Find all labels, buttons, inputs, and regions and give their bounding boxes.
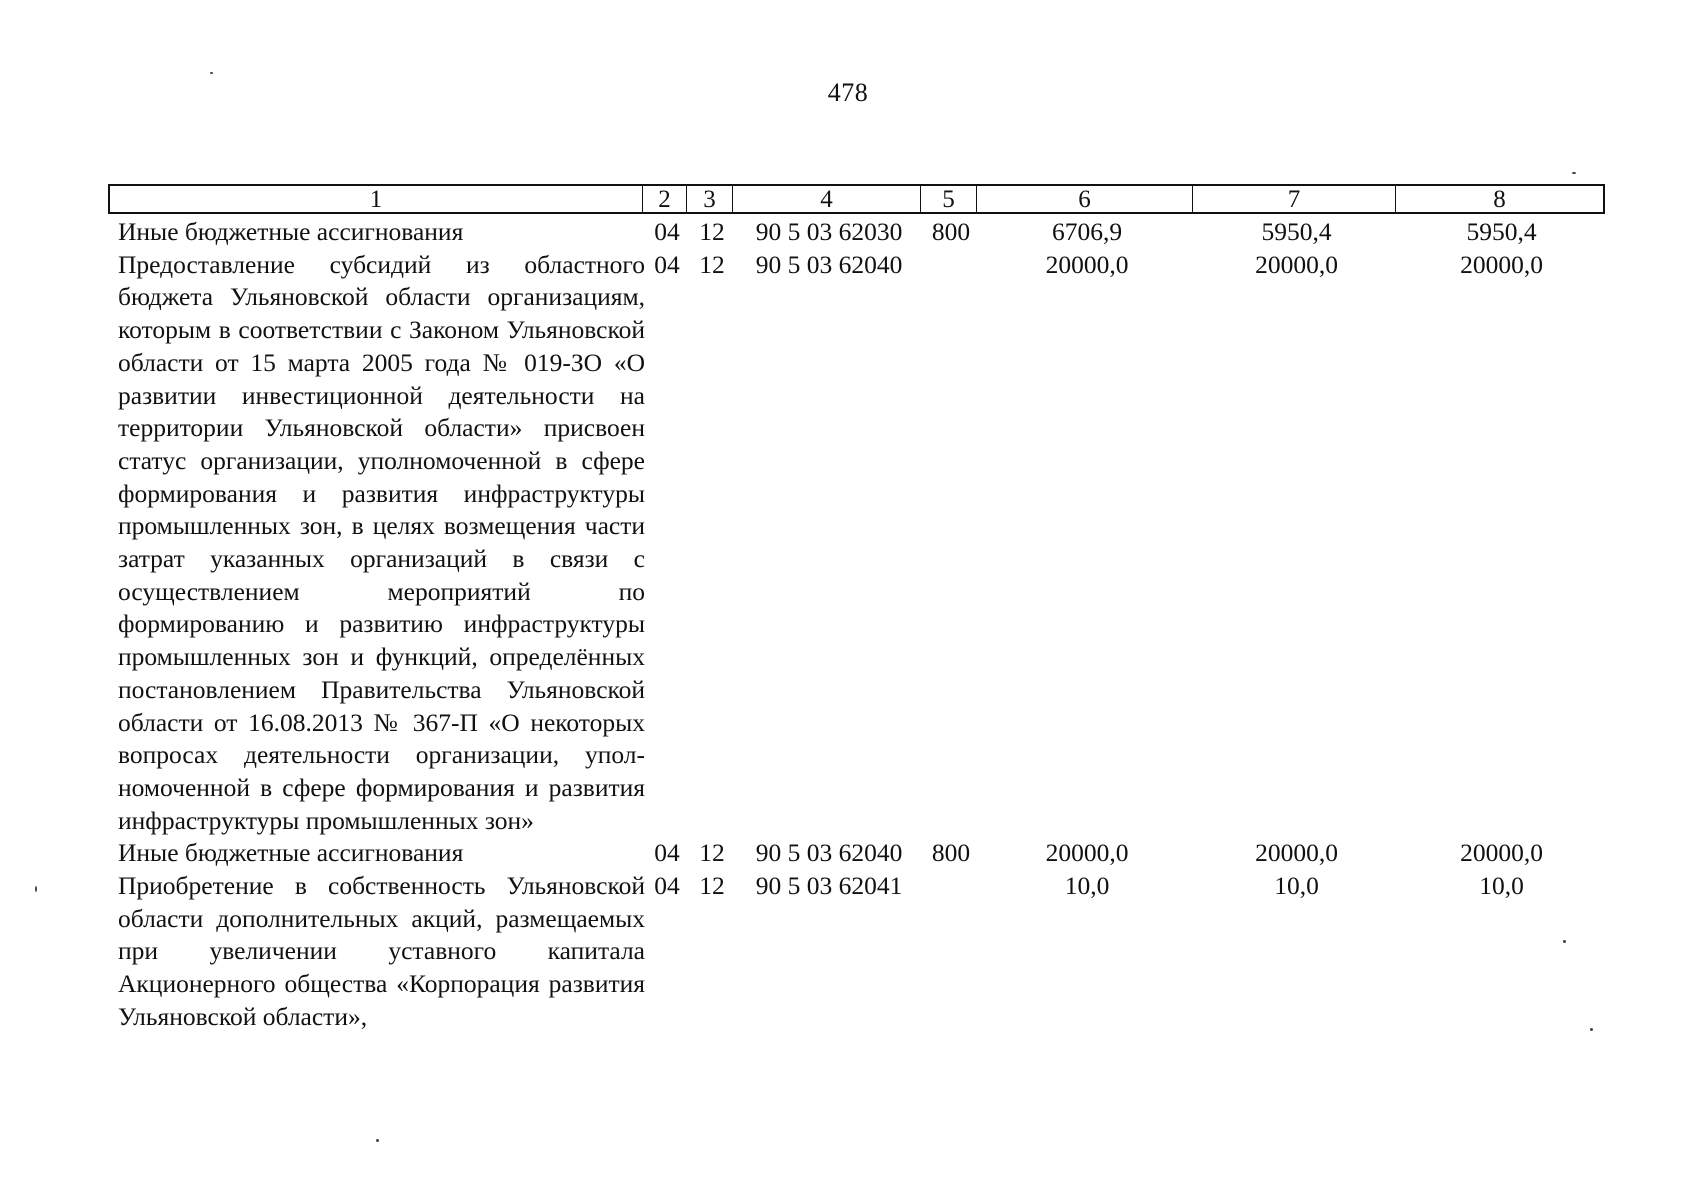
column-header-1: 1 bbox=[110, 186, 643, 212]
scan-speck bbox=[1563, 940, 1566, 943]
row-amount-col8: 20000,0 bbox=[1460, 249, 1543, 279]
page-number: 478 bbox=[827, 78, 869, 107]
table-row bbox=[108, 249, 1605, 838]
row-amount-col6: 20000,0 bbox=[1045, 249, 1129, 279]
row-section: 04 bbox=[654, 249, 680, 279]
column-header-4: 4 bbox=[733, 186, 921, 212]
row-amount-col6: 6706,9 bbox=[1051, 217, 1123, 246]
row-amount-col6: 20000,0 bbox=[1045, 838, 1129, 868]
scan-speck bbox=[1572, 172, 1576, 174]
scan-speck bbox=[376, 1139, 379, 1142]
row-target-code: 90 5 03 62030 bbox=[755, 217, 903, 246]
column-header-7: 7 bbox=[1193, 186, 1396, 212]
row-subsection: 12 bbox=[699, 838, 725, 868]
budget-table bbox=[108, 216, 1605, 1034]
row-amount-col7: 5950,4 bbox=[1261, 217, 1332, 246]
row-description: Иные бюджетные ассигнования bbox=[118, 217, 464, 246]
table-row bbox=[108, 870, 1605, 1034]
scan-speck bbox=[210, 72, 213, 74]
row-section: 04 bbox=[654, 217, 680, 246]
row-subsection: 12 bbox=[699, 249, 725, 279]
row-amount-col7: 20000,0 bbox=[1255, 838, 1338, 868]
table-row bbox=[108, 216, 1605, 249]
row-target-code: 90 5 03 62040 bbox=[755, 249, 903, 279]
row-target-code: 90 5 03 62040 bbox=[755, 838, 903, 868]
column-header-6: 6 bbox=[977, 186, 1193, 212]
row-subsection: 12 bbox=[699, 217, 725, 246]
column-header-2: 2 bbox=[643, 186, 687, 212]
row-target-code: 90 5 03 62041 bbox=[755, 871, 903, 901]
row-amount-col8: 5950,4 bbox=[1466, 217, 1537, 246]
row-amount-col7: 10,0 bbox=[1274, 871, 1319, 901]
column-header-8: 8 bbox=[1493, 186, 1506, 213]
row-expense-type bbox=[923, 249, 979, 838]
column-header-row bbox=[108, 184, 1605, 214]
row-expense-type: 800 bbox=[931, 838, 971, 868]
row-description: Приобретение в собственность Ульяновской области дополнительных акций, размещаемых при увеличении уставного капитала Акционерного общества «Корпорация развития Ульяновской области», bbox=[118, 871, 645, 1031]
row-amount-col8: 20000,0 bbox=[1460, 838, 1543, 868]
row-amount-col8: 10,0 bbox=[1479, 871, 1524, 901]
row-section: 04 bbox=[654, 838, 680, 868]
row-subsection: 12 bbox=[699, 871, 725, 901]
row-amount-col7: 20000,0 bbox=[1255, 249, 1338, 279]
row-description: Иные бюджетные ассигнования bbox=[118, 838, 464, 868]
table-row bbox=[108, 837, 1605, 870]
row-description: Предоставление субсидий из областного бюджета Ульяновской области организациям, которым в соответствии с Законом Ульяновской области от 15 марта 2005 года № 019-ЗО «О развитии инвестиционной деятельности на территории Ульяновской области» присвоен статус организации, уполномоченной в сфере формирования и развития инфраструктуры промышленных зон, в целях возмещения части затрат указанных организаций в связи с осуществлением мероприятий по формированию и развитию инфраструктуры промышленных зон и функций, определённых постановлением Правительства Ульяновской области от 16.08.2013 № 367-П «О некоторых вопросах деятельности организации, уполномоченной в сфере формирования и развития инфраструктуры промышленных зон» bbox=[118, 249, 645, 835]
row-expense-type bbox=[923, 870, 979, 1034]
column-header-3: 3 bbox=[687, 186, 733, 212]
scan-speck bbox=[35, 886, 37, 892]
row-expense-type: 800 bbox=[931, 217, 971, 246]
column-header-5: 5 bbox=[921, 186, 977, 212]
row-amount-col6: 10,0 bbox=[1064, 871, 1110, 901]
row-section: 04 bbox=[654, 871, 680, 901]
scan-speck bbox=[1590, 1028, 1593, 1031]
